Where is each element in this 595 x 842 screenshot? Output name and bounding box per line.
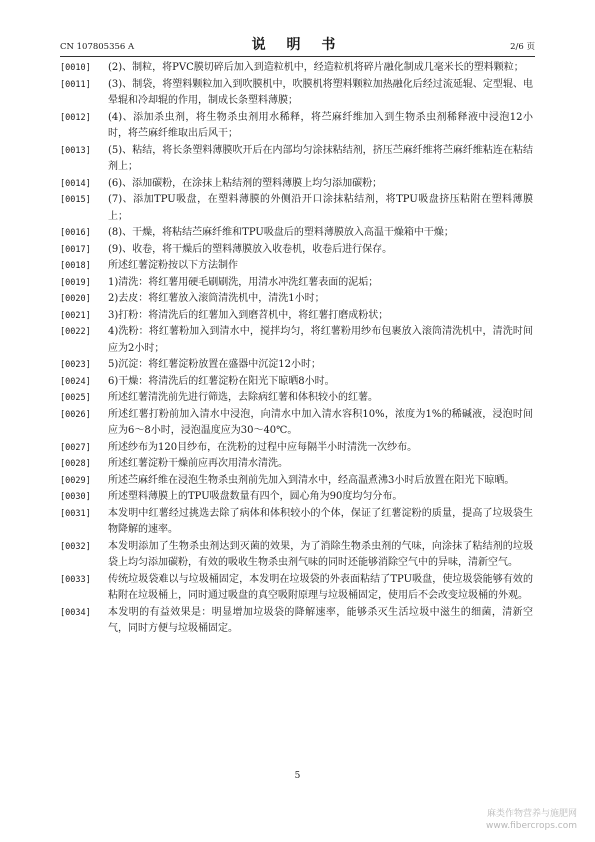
paragraph-number: [0011]: [60, 79, 91, 90]
paragraph-number: [0016]: [60, 228, 91, 238]
paragraph-number: [0027]: [60, 442, 91, 453]
paragraph-number: [0019]: [60, 277, 91, 288]
paragraph-text: 本发明的有益效果是：明显增加垃圾袋的降解速率，能够杀灭生活垃圾中滋生的细菌，清新空气，同时方便与垃圾桶固定。: [108, 606, 533, 634]
paragraph-text: 所述红薯清洗前先进行筛选，去除病红薯和体积较小的红薯。: [108, 392, 378, 403]
paragraph: [60, 192, 533, 225]
paragraph-text: 所述红薯淀粉按以下方法制作: [108, 260, 238, 271]
watermark: [486, 808, 577, 832]
paragraph-number: [0010]: [60, 63, 91, 73]
paragraph: [60, 258, 533, 275]
paragraph: [60, 407, 533, 440]
document-title: 说 明 书: [251, 37, 344, 53]
paragraph-number: [0031]: [60, 508, 91, 519]
paragraph: [60, 77, 533, 110]
paragraph-text: 6)干燥：将清洗后的红薯淀粉在阳光下晾晒8小时。: [108, 375, 335, 387]
paragraph-number: [0013]: [60, 145, 91, 156]
paragraph-text: (2)、制粒，将PVC膜切碎后加入到造粒机中，经造粒机将碎片融化制成几毫米长的塑料颗粒；: [108, 62, 524, 73]
paragraph-text: 所述纱布为120目纱布，在洗粉的过程中应每隔半小时清洗一次纱布。: [108, 441, 418, 453]
paragraph-text: 本发明添加了生物杀虫剂达到灭菌的效果，为了消除生物杀虫剂的气味，向涂抹了粘结剂的垃圾袋上均匀添加碳粉，有效的吸收生物杀虫剂气味的同时还能够消除空气中的异味，清新空气。: [108, 540, 533, 568]
paragraph: [60, 456, 533, 473]
paragraph: [60, 242, 533, 259]
watermark-site-name: 麻类作物营养与施肥网: [486, 809, 577, 819]
paragraph-text: 2)去皮：将红薯放入滚筒清洗机中，清洗1小时；: [108, 293, 325, 304]
paragraph-text: 1)清洗：将红薯用硬毛刷刷洗，用清水冲洗红薯表面的泥垢；: [108, 276, 379, 288]
paragraph-number: [0012]: [60, 112, 91, 123]
paragraph-number: [0014]: [60, 178, 91, 189]
paragraph: [60, 357, 533, 374]
paragraph-number: [0015]: [60, 195, 91, 205]
paragraph-number: [0025]: [60, 393, 91, 403]
paragraph-text: 所述红薯打粉前加入清水中浸泡，向清水中加入清水容积10%，浓度为1%的稀碱液，浸泡时间应为6～8小时，浸泡温度应为30～40℃。: [108, 408, 533, 436]
paragraph-text: 所述苎麻纤维在浸泡生物杀虫剂前先加入到清水中，经高温煮沸3小时后放置在阳光下晾晒。: [108, 474, 515, 486]
paragraph: [60, 506, 533, 539]
paragraph-number: [0034]: [60, 607, 91, 618]
paragraph: [60, 291, 533, 308]
paragraph-number: [0024]: [60, 376, 91, 387]
paragraph-text: (3)、制袋，将塑料颗粒加入到吹膜机中，吹膜机将塑料颗粒加热融化后经过流延辊、定型辊、电晕辊和冷却辊的作用，制成长条塑料薄膜；: [108, 78, 533, 106]
paragraph-text: 5)沉淀：将红薯淀粉放置在盛器中沉淀12小时；: [108, 359, 321, 370]
paragraph: [60, 225, 533, 242]
watermark-url: www.fibercrops.com: [486, 821, 577, 831]
paragraph: [60, 473, 533, 490]
paragraph-text: 传统垃圾袋难以与垃圾桶固定，本发明在垃圾袋的外表面粘结了TPU吸盘，使垃圾袋能够有效的粘附在垃圾桶上，同时通过吸盘的真空吸附原理与垃圾桶固定，使用后不会改变垃圾桶的外观。: [108, 573, 533, 601]
paragraph-text: (8)、干燥，将粘结苎麻纤维和TPU吸盘后的塑料薄膜放入高温干燥箱中干燥；: [108, 227, 454, 238]
paragraph: [60, 572, 533, 605]
paragraph-number: [0021]: [60, 310, 91, 321]
description-body: [60, 60, 533, 638]
paragraph: [60, 324, 533, 357]
paragraph-number: [0026]: [60, 409, 91, 420]
paragraph-text: 所述塑料薄膜上的TPU吸盘数量有四个，圆心角为90度均匀分布。: [108, 491, 403, 502]
paragraph: [60, 275, 533, 292]
paragraph-text: (5)、粘结，将长条塑料薄膜吹开后在内部均匀涂抹粘结剂，挤压苎麻纤维将苎麻纤维粘连在粘结剂上；: [108, 144, 533, 172]
paragraph: [60, 110, 533, 143]
paragraph-text: (7)、添加TPU吸盘，在塑料薄膜的外侧沿开口涂抹粘结剂，将TPU吸盘挤压粘附在塑料薄膜上；: [108, 194, 533, 222]
paragraph-number: [0023]: [60, 360, 91, 370]
page-indicator: 2/6 页: [510, 42, 535, 52]
paragraph-number: [0020]: [60, 294, 91, 304]
paragraph-text: 所述红薯淀粉干燥前应再次用清水清洗。: [108, 458, 288, 469]
paragraph-number: [0022]: [60, 327, 91, 337]
paragraph-text: (4)、添加杀虫剂，将生物杀虫剂用水稀释，将苎麻纤维加入到生物杀虫剂稀释液中浸泡12小时，将苎麻纤维取出后风干；: [108, 111, 533, 139]
paragraph: [60, 390, 533, 407]
paragraph-number: [0029]: [60, 475, 91, 486]
paragraph: [60, 374, 533, 391]
paragraph-number: [0028]: [60, 459, 91, 469]
patent-number: CN 107805356 A: [60, 42, 135, 52]
paragraph-number: [0017]: [60, 244, 91, 255]
paragraph-text: 3)打粉：将清洗后的红薯加入到磨苕机中，将红薯打磨成粉状；: [108, 309, 389, 321]
paragraph-text: (9)、收卷，将干燥后的塑料薄膜放入收卷机，收卷后进行保存。: [108, 243, 393, 255]
paragraph: [60, 489, 533, 506]
paragraph-number: [0032]: [60, 541, 91, 552]
paragraph: [60, 60, 533, 77]
paragraph: [60, 440, 533, 457]
paragraph: [60, 143, 533, 176]
paragraph-number: [0018]: [60, 261, 91, 271]
paragraph: [60, 176, 533, 193]
paragraph-text: 4)洗粉：将红薯粉加入到清水中，搅拌均匀，将红薯粉用纱布包裹放入滚筒清洗机中，清洗时间应为2小时；: [108, 326, 533, 354]
paragraph-text: (6)、添加碳粉，在涂抹上粘结剂的塑料薄膜上均匀添加碳粉；: [108, 177, 383, 189]
page-number: 5: [294, 771, 301, 781]
paragraph-number: [0033]: [60, 574, 91, 585]
paragraph-number: [0030]: [60, 492, 91, 502]
paragraph-text: 本发明中红薯经过挑选去除了病体和体积较小的个体，保证了红薯淀粉的质量，提高了垃圾袋生物降解的速率。: [108, 507, 533, 535]
paragraph: [60, 539, 533, 572]
page-header: [60, 34, 535, 57]
paragraph: [60, 605, 533, 638]
paragraph: [60, 308, 533, 325]
